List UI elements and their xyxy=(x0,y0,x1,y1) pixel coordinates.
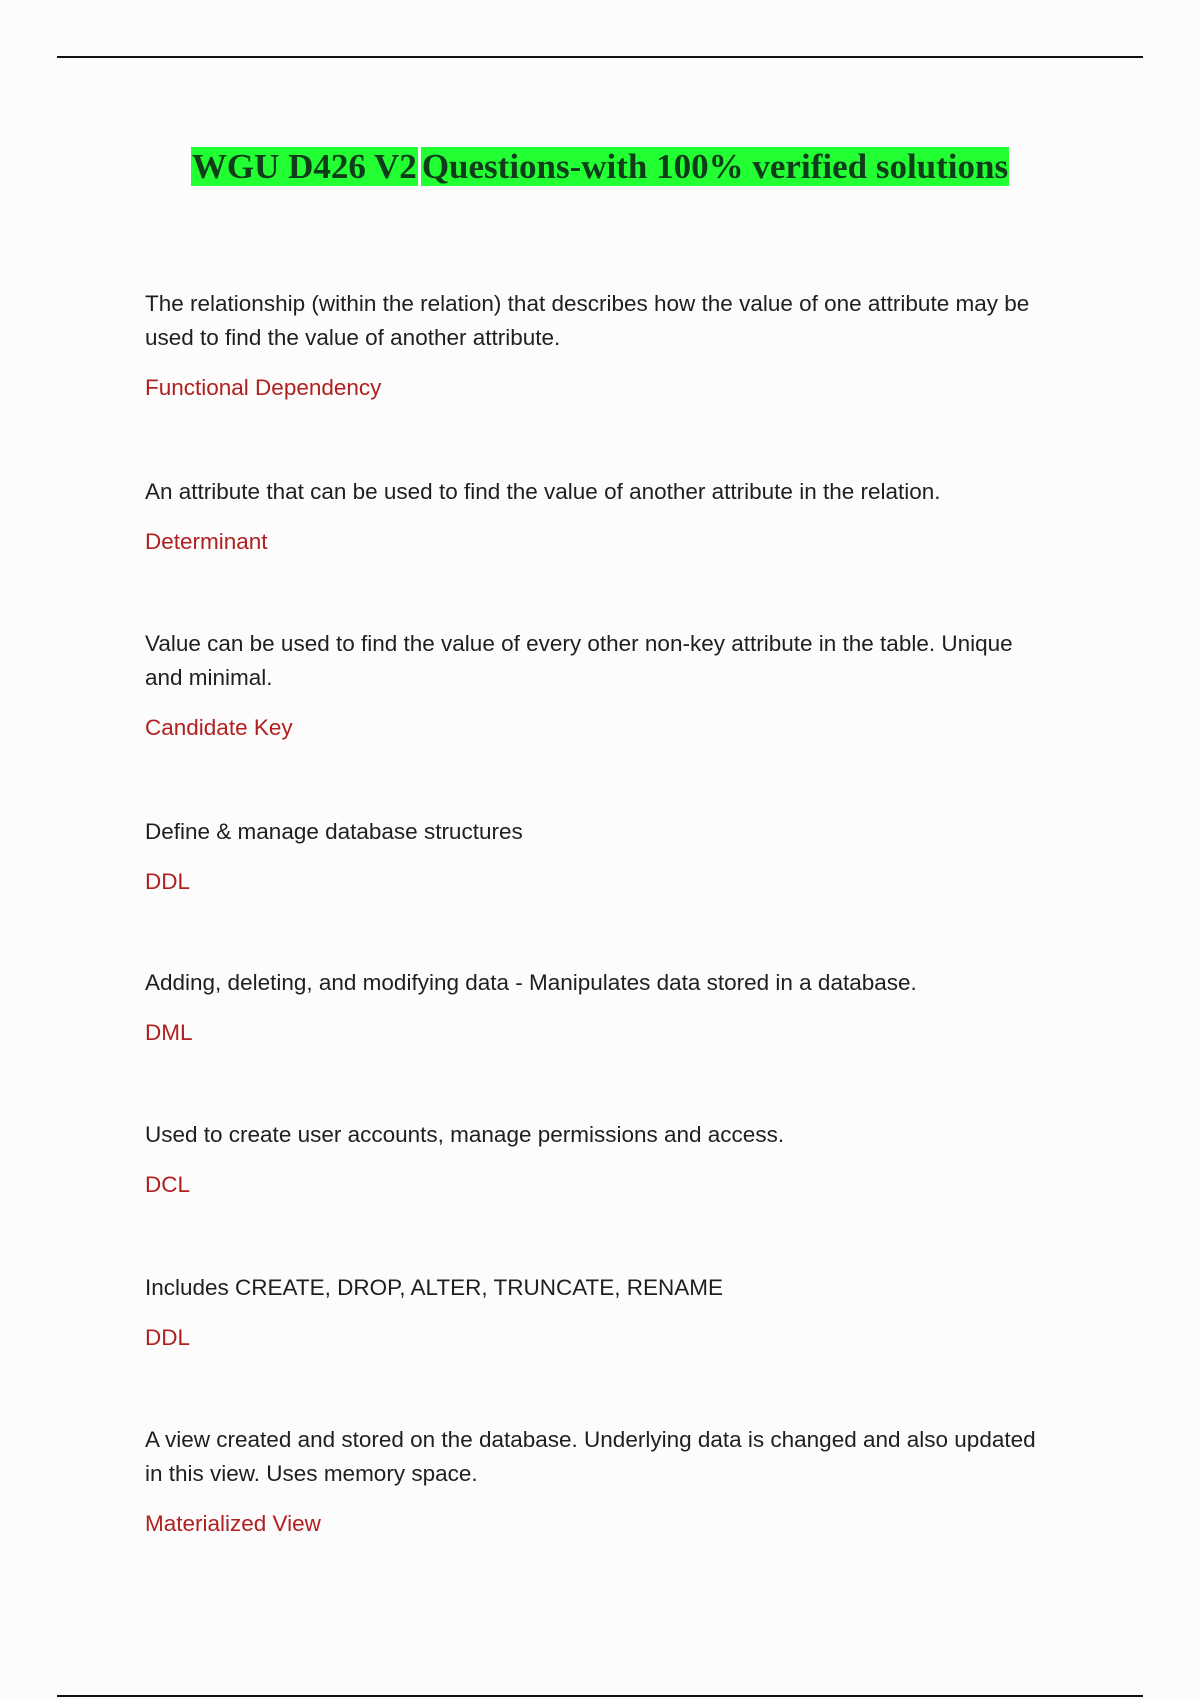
question-text: Define & manage database structures xyxy=(145,819,523,844)
answer-text: Materialized View xyxy=(145,1511,321,1536)
top-rule xyxy=(57,56,1143,58)
qa-item-1 xyxy=(145,287,1045,405)
question-text: Used to create user accounts, manage permissions and access. xyxy=(145,1122,785,1147)
answer-text: DCL xyxy=(145,1172,191,1197)
answer-text: Determinant xyxy=(145,529,268,554)
question-text: A view created and stored on the database. Underlying data is changed and also updated in this view. Uses memory space. xyxy=(145,1427,1036,1486)
title-part-1: WGU D426 V2 xyxy=(191,147,417,186)
bottom-rule xyxy=(57,1695,1143,1697)
qa-item-3 xyxy=(145,627,1045,745)
qa-item-7 xyxy=(145,1271,1045,1355)
qa-item-8 xyxy=(145,1423,1045,1541)
title-block xyxy=(0,145,1200,189)
qa-item-6 xyxy=(145,1118,1045,1202)
title-part-2: Questions-with 100% verified solutions xyxy=(421,147,1009,186)
answer-text: DDL xyxy=(145,1325,191,1350)
qa-item-2 xyxy=(145,475,1045,559)
answer-text: Candidate Key xyxy=(145,715,293,740)
question-text: Value can be used to find the value of every other non-key attribute in the table. Unique and minimal. xyxy=(145,631,1013,690)
question-text: Includes CREATE, DROP, ALTER, TRUNCATE, RENAME xyxy=(145,1275,724,1300)
qa-item-5 xyxy=(145,966,1045,1050)
qa-item-4 xyxy=(145,815,1045,899)
answer-text: DML xyxy=(145,1020,193,1045)
answer-text: Functional Dependency xyxy=(145,375,382,400)
document-title xyxy=(191,145,1009,189)
question-text: Adding, deleting, and modifying data - Manipulates data stored in a database. xyxy=(145,970,917,995)
answer-text: DDL xyxy=(145,869,191,894)
question-text: An attribute that can be used to find the value of another attribute in the relation. xyxy=(145,479,941,504)
question-text: The relationship (within the relation) that describes how the value of one attribute may be used to find the value of another attribute. xyxy=(145,291,1030,350)
